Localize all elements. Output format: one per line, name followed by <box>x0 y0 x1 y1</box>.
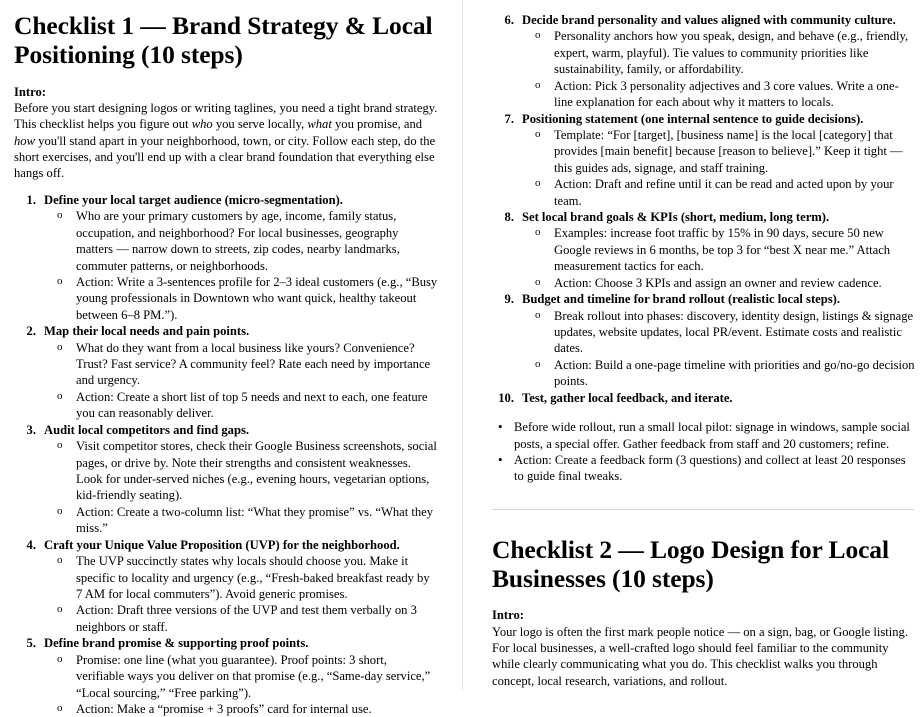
substep-list <box>522 127 915 209</box>
emphasis-text: what <box>307 117 332 132</box>
circle-bullet-icon: o <box>535 177 541 190</box>
step-number: 2. <box>26 324 36 339</box>
body-text: Your logo is often the first mark people notice — on a sign, bag, or Google listing. For local businesses, a well-crafted logo should feel familiar to the community while clearly communicating what you do. This checklist walks you through concept, local research, variations, and rollout. <box>492 624 909 688</box>
substep-item <box>44 208 438 274</box>
substep-item <box>522 308 915 357</box>
circle-bullet-icon: o <box>535 275 541 288</box>
step-title: Budget and timeline for brand rollout (realistic local steps). <box>522 292 840 307</box>
step-title: Map their local needs and pain points. <box>44 324 250 339</box>
step-title: Define your local target audience (micro-segmentation). <box>44 192 343 207</box>
step-number: 8. <box>504 210 514 225</box>
substep-list <box>44 652 438 717</box>
substep-list <box>522 28 915 110</box>
circle-bullet-icon: o <box>57 274 63 287</box>
page-title-checklist-2: Checklist 2 — Logo Design for Local Businesses (10 steps) <box>492 534 889 593</box>
step-number: 6. <box>504 13 514 27</box>
checklist-step <box>14 422 438 537</box>
substep-text: Action: Create a two-column list: “What they promise” vs. “What they miss.” <box>76 504 434 536</box>
checklist-step <box>14 323 438 422</box>
substep-item <box>522 78 915 111</box>
substep-list <box>44 340 438 422</box>
intro-label-2: Intro: <box>492 608 524 623</box>
substep-item <box>44 438 438 504</box>
substep-item <box>522 225 915 274</box>
step-number: 9. <box>504 292 514 307</box>
substep-text: What do they want from a local business like yours? Convenience? Trust? Fast service? A community feel? Rate each need by importance and urgency. <box>76 340 431 388</box>
step-title: Set local brand goals & KPIs (short, medium, long term). <box>522 210 830 225</box>
emphasis-text: how <box>14 133 35 148</box>
substep-text: Action: Pick 3 personality adjectives and 3 core values. Write a one-line explanation for each about why it matters to locals. <box>554 78 899 110</box>
dot-bullet-icon: • <box>498 451 503 467</box>
circle-bullet-icon: o <box>535 308 541 321</box>
circle-bullet-icon: o <box>535 78 541 91</box>
checklist-step <box>492 111 915 210</box>
circle-bullet-icon: o <box>57 554 63 567</box>
substep-item <box>44 504 438 537</box>
circle-bullet-icon: o <box>535 357 541 370</box>
body-text: Before you start designing logos or writing taglines, you need a tight brand strategy. This checklist helps you figure out <box>14 100 438 132</box>
intro-paragraph-2 <box>492 624 915 690</box>
substep-text: Action: Draft three versions of the UVP and test them verbally on 3 neighbors or staff. <box>76 603 417 634</box>
substep-item <box>522 275 915 291</box>
checklist-step <box>14 635 438 717</box>
substep-item <box>44 340 438 389</box>
circle-bullet-icon: o <box>57 504 63 517</box>
substep-item <box>44 553 438 602</box>
substep-item <box>44 389 438 422</box>
intro-block-checklist-2 <box>492 607 915 689</box>
circle-bullet-icon: o <box>535 127 541 140</box>
body-text: you serve locally, <box>212 117 308 132</box>
circle-bullet-icon: o <box>535 226 541 239</box>
step-title: Test, gather local feedback, and iterate. <box>522 390 733 405</box>
substep-text: Action: Choose 3 KPIs and assign an owner and review cadence. <box>554 275 882 290</box>
step-number: 5. <box>26 636 36 651</box>
checklist-step <box>14 192 438 323</box>
step-title: Positioning statement (one internal sentence to guide decisions). <box>522 111 864 126</box>
substep-item <box>522 127 915 176</box>
checklist-step <box>492 390 915 406</box>
step-number: 7. <box>504 111 514 126</box>
circle-bullet-icon: o <box>57 389 63 402</box>
bullet-item <box>492 419 915 452</box>
bullet-text: Before wide rollout, run a small local pilot: signage in windows, sample social posts, a special offer. Gather feedback from staff and 20 customers; refine. <box>514 420 910 451</box>
substep-item <box>522 28 915 77</box>
substep-text: Action: Write a 3-sentences profile for 2–3 ideal customers (e.g., “Busy young professionals in Downtown who want quick, healthy takeout between 6–8 PM.”). <box>76 274 438 322</box>
substep-item <box>44 652 438 701</box>
substep-item <box>522 176 915 209</box>
step-title: Audit local competitors and find gaps. <box>44 422 250 437</box>
substep-list <box>522 225 915 291</box>
circle-bullet-icon: o <box>57 701 63 714</box>
substep-text: Promise: one line (what you guarantee). Proof points: 3 short, verifiable ways you deliver on that promise (e.g., “Same-day service,” “Local sourcing,” “Free parking”). <box>76 652 431 700</box>
checklist-step <box>492 209 915 291</box>
section-separator-wrap <box>492 509 915 510</box>
intro-block-checklist-1 <box>14 84 438 182</box>
substep-text: Visit competitor stores, check their Google Business screenshots, social pages, or drive by. Note their strengths and consistent weaknesses. Look for under-served niches (e.g., evening hours, vegetarian options, kid-friendly seating). <box>76 439 437 503</box>
right-column <box>462 0 924 689</box>
steps-list-checklist-1 <box>14 192 438 717</box>
step-title: Craft your Unique Value Proposition (UVP) for the neighborhood. <box>44 537 400 552</box>
circle-bullet-icon: o <box>57 603 63 616</box>
substep-text: Action: Build a one-page timeline with priorities and go/no-go decision points. <box>554 357 915 389</box>
substep-list <box>522 308 915 390</box>
substep-text: Examples: increase foot traffic by 15% in 90 days, secure 50 new Google reviews in 6 months, be top 3 for “best X near me.” Attach measurement tactics for each. <box>554 226 891 274</box>
substep-text: The UVP succinctly states why locals should choose you. Make it specific to locality and urgency (e.g., “Fresh-baked breakfast ready by 7 AM for local commuters”). Avoid generic promises. <box>76 554 430 601</box>
substep-list <box>44 438 438 537</box>
substep-text: Who are your primary customers by age, income, family status, occupation, and neighborhood? For local businesses, geography matters — narrow down to streets, zip codes, nearby landmarks, commuter patterns, or neighborhoods. <box>76 209 400 273</box>
bullet-item <box>492 452 915 485</box>
checklist-step <box>14 537 438 636</box>
step-number: 1. <box>26 192 36 207</box>
circle-bullet-icon: o <box>57 340 63 353</box>
step-number: 3. <box>26 422 36 437</box>
substep-text: Action: Create a short list of top 5 needs and next to each, one feature you can reasonably deliver. <box>76 389 428 421</box>
substep-list <box>44 553 438 635</box>
substep-text: Action: Make a “promise + 3 proofs” card for internal use. <box>76 701 372 716</box>
step-title: Decide brand personality and values aligned with community culture. <box>522 13 896 27</box>
substep-item <box>522 357 915 390</box>
emphasis-text: who <box>191 117 213 132</box>
checklist-step <box>492 12 915 111</box>
substep-list <box>44 208 438 323</box>
substep-text: Personality anchors how you speak, design, and behave (e.g., friendly, expert, warm, playful). Tie values to community priorities like sustainability, family, or affordability. <box>554 29 909 77</box>
substep-text: Action: Draft and refine until it can be read and acted upon by your team. <box>554 177 894 208</box>
checklist-step <box>492 291 915 390</box>
step-number: 4. <box>26 537 36 552</box>
circle-bullet-icon: o <box>57 209 63 222</box>
tail-bullets-checklist-1 <box>492 419 915 485</box>
dot-bullet-icon: • <box>498 419 503 435</box>
substep-item <box>44 274 438 323</box>
substep-item <box>44 602 438 635</box>
circle-bullet-icon: o <box>535 29 541 42</box>
circle-bullet-icon: o <box>57 439 63 452</box>
circle-bullet-icon: o <box>57 652 63 665</box>
step-number: 10. <box>498 390 514 405</box>
page-title-checklist-1: Checklist 1 — Brand Strategy & Local Positioning (10 steps) <box>14 11 433 69</box>
body-text: you'll stand apart in your neighborhood, town, or city. Follow each step, do the short exercises, and you'll end up with a clear brand foundation that everything else hangs off. <box>14 133 436 181</box>
intro-label: Intro: <box>14 84 46 99</box>
bullet-text: Action: Create a feedback form (3 questions) and collect at least 20 responses to guide final tweaks. <box>514 452 906 484</box>
substep-text: Template: “For [target], [business name] is the local [category] that provides [main benefit] because [reason to believe].” Keep it tight — this guides ads, signage, and staff training. <box>554 127 903 175</box>
step-title: Define brand promise & supporting proof points. <box>44 636 309 651</box>
substep-item <box>44 701 438 717</box>
body-text: you promise, and <box>331 117 423 132</box>
steps-list-checklist-1-continued <box>492 12 915 406</box>
intro-paragraph <box>14 100 438 182</box>
section-separator <box>492 509 914 510</box>
substep-text: Break rollout into phases: discovery, identity design, listings & signage updates, website updates, local PR/event. Estimate costs and realistic dates. <box>554 308 914 356</box>
